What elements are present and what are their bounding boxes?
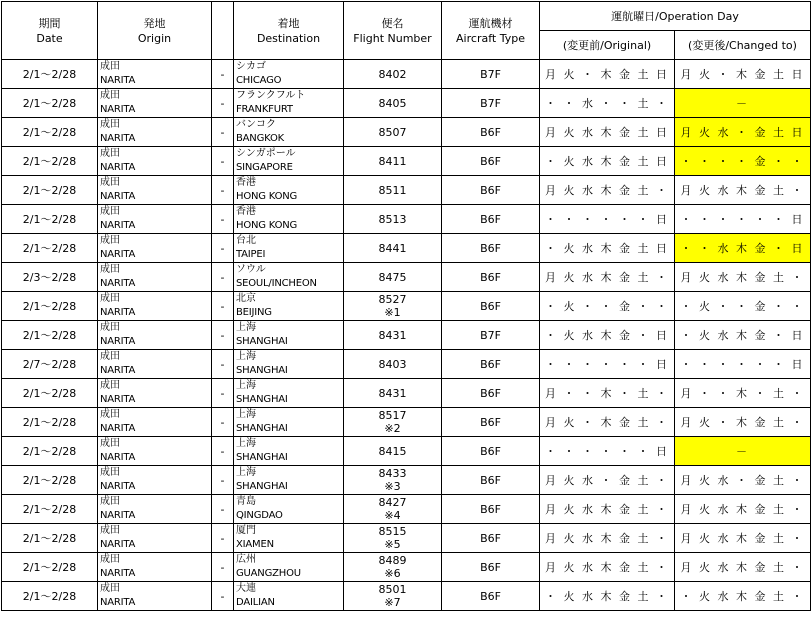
table-row xyxy=(2,408,811,437)
cell-date: 2/1～2/28 xyxy=(2,89,98,118)
flight-note: ※2 xyxy=(384,422,401,435)
cell-origin xyxy=(98,234,212,263)
cell-date: 2/1～2/28 xyxy=(2,147,98,176)
cell-origin xyxy=(98,495,212,524)
header-date: 期間 Date xyxy=(2,2,98,60)
flight-number: 8517 xyxy=(378,409,407,422)
origin-en: NARITA xyxy=(100,104,136,115)
origin-ja: 成田 xyxy=(100,380,120,391)
flight-number: 8403 xyxy=(378,357,407,371)
cell-origin xyxy=(98,176,212,205)
destination-en: HONG KONG xyxy=(236,191,298,202)
table-row xyxy=(2,553,811,582)
flight-number: 8411 xyxy=(378,154,407,168)
cell-original-days: 月 火 水 木 金 土 ・ xyxy=(540,495,675,524)
cell-date: 2/1～2/28 xyxy=(2,582,98,611)
cell-destination xyxy=(234,524,344,553)
cell-destination xyxy=(234,437,344,466)
origin-en: NARITA xyxy=(100,336,136,347)
destination-en: BEIJING xyxy=(236,307,272,318)
destination-en: TAIPEI xyxy=(236,249,266,260)
destination-en: HONG KONG xyxy=(236,220,298,231)
origin-ja: 成田 xyxy=(100,235,120,246)
origin-en: NARITA xyxy=(100,278,136,289)
flight-note: ※5 xyxy=(384,538,401,551)
cell-flight-number xyxy=(344,118,442,147)
table-row xyxy=(2,234,811,263)
table-row xyxy=(2,205,811,234)
destination-en: SEOUL/INCHEON xyxy=(236,278,317,289)
origin-ja: 成田 xyxy=(100,554,120,565)
origin-ja: 成田 xyxy=(100,496,120,507)
cell-changed-days: 月 火 水 ・ 金 土 ・ xyxy=(675,466,811,495)
destination-ja: シンガポール xyxy=(236,148,296,159)
cell-origin xyxy=(98,292,212,321)
origin-en: NARITA xyxy=(100,481,136,492)
destination-en: CHICAGO xyxy=(236,75,282,86)
cell-aircraft-type: B6F xyxy=(442,437,540,466)
cell-aircraft-type: B6F xyxy=(442,582,540,611)
cell-changed-days: － xyxy=(675,437,811,466)
destination-en: GUANGZHOU xyxy=(236,568,301,579)
cell-original-days: ・ 火 水 木 金 土 日 xyxy=(540,147,675,176)
header-destination: 着地 Destination xyxy=(234,2,344,60)
destination-ja: バンコク xyxy=(236,119,276,130)
table-row xyxy=(2,466,811,495)
cell-original-days: ・ 火 ・ ・ 金 ・ ・ xyxy=(540,292,675,321)
cell-separator: - xyxy=(212,408,234,437)
cell-aircraft-type: B6F xyxy=(442,118,540,147)
destination-en: FRANKFURT xyxy=(236,104,293,115)
cell-date: 2/1～2/28 xyxy=(2,495,98,524)
destination-ja: 上海 xyxy=(236,409,256,420)
origin-ja: 成田 xyxy=(100,322,120,333)
cell-original-days: 月 火 水 木 金 土 ・ xyxy=(540,553,675,582)
cell-separator: - xyxy=(212,234,234,263)
cell-flight-number xyxy=(344,263,442,292)
destination-en: SHANGHAI xyxy=(236,423,288,434)
table-row xyxy=(2,263,811,292)
table-row xyxy=(2,350,811,379)
cell-aircraft-type: B6F xyxy=(442,524,540,553)
destination-en: XIAMEN xyxy=(236,539,274,550)
cell-separator: - xyxy=(212,292,234,321)
origin-en: NARITA xyxy=(100,191,136,202)
cell-aircraft-type: B6F xyxy=(442,495,540,524)
cell-destination xyxy=(234,147,344,176)
destination-ja: 上海 xyxy=(236,351,256,362)
flight-note: ※7 xyxy=(384,596,401,609)
cell-destination xyxy=(234,118,344,147)
destination-en: SHANGHAI xyxy=(236,452,288,463)
cell-destination xyxy=(234,350,344,379)
cell-changed-days: 月 火 水 ・ 金 土 日 xyxy=(675,118,811,147)
cell-original-days: 月 火 水 木 金 土 日 xyxy=(540,118,675,147)
origin-en: NARITA xyxy=(100,539,136,550)
cell-flight-number xyxy=(344,524,442,553)
cell-original-days: 月 火 ・ 木 金 土 日 xyxy=(540,60,675,89)
cell-origin xyxy=(98,524,212,553)
cell-aircraft-type: B7F xyxy=(442,321,540,350)
cell-separator: - xyxy=(212,350,234,379)
destination-ja: 上海 xyxy=(236,467,256,478)
origin-en: NARITA xyxy=(100,249,136,260)
destination-ja: 厦門 xyxy=(236,525,256,536)
cell-original-days: 月 火 ・ 木 金 土 ・ xyxy=(540,408,675,437)
flight-number: 8402 xyxy=(378,67,407,81)
table-row xyxy=(2,437,811,466)
cell-separator: - xyxy=(212,176,234,205)
origin-ja: 成田 xyxy=(100,467,120,478)
flight-number: 8501 xyxy=(378,583,407,596)
cell-separator: - xyxy=(212,321,234,350)
cell-destination xyxy=(234,553,344,582)
flight-number: 8427 xyxy=(378,496,407,509)
cell-original-days: ・ 火 水 木 金 土 日 xyxy=(540,234,675,263)
origin-ja: 成田 xyxy=(100,264,120,275)
table-row xyxy=(2,176,811,205)
header-origin: 発地 Origin xyxy=(98,2,212,60)
origin-en: NARITA xyxy=(100,307,136,318)
cell-date: 2/1～2/28 xyxy=(2,379,98,408)
origin-en: NARITA xyxy=(100,133,136,144)
header-original: (変更前/Original) xyxy=(540,31,675,60)
cell-original-days: 月 ・ ・ 木 ・ 土 ・ xyxy=(540,379,675,408)
table-row xyxy=(2,60,811,89)
flight-number: 8527 xyxy=(378,293,407,306)
cell-date: 2/3～2/28 xyxy=(2,263,98,292)
origin-ja: 成田 xyxy=(100,90,120,101)
cell-date: 2/1～2/28 xyxy=(2,553,98,582)
cell-original-days: 月 火 水 木 金 土 ・ xyxy=(540,524,675,553)
cell-flight-number xyxy=(344,553,442,582)
cell-destination xyxy=(234,234,344,263)
cell-changed-days: 月 火 水 木 金 土 ・ xyxy=(675,524,811,553)
cell-flight-number xyxy=(344,147,442,176)
cell-origin xyxy=(98,60,212,89)
table-row xyxy=(2,524,811,553)
flight-note: ※6 xyxy=(384,567,401,580)
cell-destination xyxy=(234,379,344,408)
cell-flight-number xyxy=(344,408,442,437)
cell-date: 2/1～2/28 xyxy=(2,292,98,321)
cell-origin xyxy=(98,466,212,495)
cell-changed-days: ・ ・ ・ ・ 金 ・ ・ xyxy=(675,147,811,176)
destination-ja: フランクフルト xyxy=(236,90,306,101)
flight-number: 8433 xyxy=(378,467,407,480)
cell-changed-days: 月 火 水 木 金 土 ・ xyxy=(675,263,811,292)
cell-date: 2/1～2/28 xyxy=(2,408,98,437)
table-row xyxy=(2,495,811,524)
cell-flight-number xyxy=(344,466,442,495)
origin-ja: 成田 xyxy=(100,177,120,188)
destination-ja: 大連 xyxy=(236,583,256,594)
destination-ja: 香港 xyxy=(236,177,256,188)
cell-aircraft-type: B6F xyxy=(442,350,540,379)
cell-separator: - xyxy=(212,466,234,495)
destination-ja: 北京 xyxy=(236,293,256,304)
flight-number: 8431 xyxy=(378,386,407,400)
destination-ja: 香港 xyxy=(236,206,256,217)
cell-separator: - xyxy=(212,582,234,611)
origin-ja: 成田 xyxy=(100,438,120,449)
cell-date: 2/1～2/28 xyxy=(2,176,98,205)
cell-separator: - xyxy=(212,89,234,118)
cell-flight-number xyxy=(344,89,442,118)
origin-en: NARITA xyxy=(100,452,136,463)
origin-en: NARITA xyxy=(100,423,136,434)
table-row xyxy=(2,118,811,147)
flight-number: 8489 xyxy=(378,554,407,567)
origin-ja: 成田 xyxy=(100,148,120,159)
cell-date: 2/7～2/28 xyxy=(2,350,98,379)
cell-original-days: ・ ・ ・ ・ ・ ・ 日 xyxy=(540,350,675,379)
cell-separator: - xyxy=(212,495,234,524)
cell-date: 2/1～2/28 xyxy=(2,205,98,234)
cell-separator: - xyxy=(212,147,234,176)
cell-destination xyxy=(234,495,344,524)
flight-note: ※1 xyxy=(384,306,401,319)
cell-separator: - xyxy=(212,205,234,234)
cell-changed-days: － xyxy=(675,89,811,118)
cell-aircraft-type: B6F xyxy=(442,379,540,408)
cell-separator: - xyxy=(212,437,234,466)
cell-date: 2/1～2/28 xyxy=(2,321,98,350)
cell-destination xyxy=(234,292,344,321)
destination-ja: 上海 xyxy=(236,322,256,333)
cell-date: 2/1～2/28 xyxy=(2,60,98,89)
cell-changed-days: 月 火 水 木 金 土 ・ xyxy=(675,553,811,582)
destination-en: SHANGHAI xyxy=(236,365,288,376)
cell-flight-number xyxy=(344,582,442,611)
destination-ja: 上海 xyxy=(236,380,256,391)
flight-schedule-table xyxy=(1,1,811,611)
cell-flight-number xyxy=(344,60,442,89)
origin-en: NARITA xyxy=(100,365,136,376)
cell-destination xyxy=(234,176,344,205)
destination-ja: 上海 xyxy=(236,438,256,449)
cell-original-days: 月 火 水 木 金 土 ・ xyxy=(540,176,675,205)
cell-flight-number xyxy=(344,234,442,263)
destination-ja: 青島 xyxy=(236,496,256,507)
flight-number: 8507 xyxy=(378,125,407,139)
cell-aircraft-type: B6F xyxy=(442,263,540,292)
origin-en: NARITA xyxy=(100,220,136,231)
cell-original-days: ・ ・ ・ ・ ・ ・ 日 xyxy=(540,437,675,466)
origin-ja: 成田 xyxy=(100,293,120,304)
cell-changed-days: 月 火 ・ 木 金 土 ・ xyxy=(675,408,811,437)
flight-number: 8475 xyxy=(378,270,407,284)
cell-date: 2/1～2/28 xyxy=(2,466,98,495)
cell-destination xyxy=(234,321,344,350)
schedule-body xyxy=(2,60,811,611)
cell-aircraft-type: B6F xyxy=(442,205,540,234)
cell-flight-number xyxy=(344,292,442,321)
cell-original-days: 月 火 水 ・ 金 土 ・ xyxy=(540,466,675,495)
cell-origin xyxy=(98,553,212,582)
cell-changed-days: ・ 火 水 木 金 土 ・ xyxy=(675,582,811,611)
cell-changed-days: ・ 火 ・ ・ 金 ・ ・ xyxy=(675,292,811,321)
cell-origin xyxy=(98,350,212,379)
cell-date: 2/1～2/28 xyxy=(2,118,98,147)
header-separator xyxy=(212,2,234,60)
destination-ja: 台北 xyxy=(236,235,256,246)
cell-destination xyxy=(234,89,344,118)
cell-changed-days: 月 ・ ・ 木 ・ 土 ・ xyxy=(675,379,811,408)
flight-note: ※4 xyxy=(384,509,401,522)
cell-changed-days: ・ 火 水 木 金 ・ 日 xyxy=(675,321,811,350)
destination-en: SHANGHAI xyxy=(236,336,288,347)
flight-note: ※3 xyxy=(384,480,401,493)
destination-en: SHANGHAI xyxy=(236,481,288,492)
cell-destination xyxy=(234,263,344,292)
cell-origin xyxy=(98,118,212,147)
cell-destination xyxy=(234,408,344,437)
destination-en: SHANGHAI xyxy=(236,394,288,405)
cell-separator: - xyxy=(212,553,234,582)
origin-ja: 成田 xyxy=(100,119,120,130)
cell-original-days: ・ 火 水 木 金 ・ 日 xyxy=(540,321,675,350)
table-row xyxy=(2,89,811,118)
header-flight-number: 便名 Flight Number xyxy=(344,2,442,60)
cell-changed-days: ・ ・ ・ ・ ・ ・ 日 xyxy=(675,350,811,379)
cell-origin xyxy=(98,147,212,176)
cell-origin xyxy=(98,408,212,437)
destination-en: QINGDAO xyxy=(236,510,283,521)
cell-flight-number xyxy=(344,350,442,379)
cell-aircraft-type: B6F xyxy=(442,553,540,582)
cell-aircraft-type: B6F xyxy=(442,466,540,495)
origin-ja: 成田 xyxy=(100,61,120,72)
table-row xyxy=(2,292,811,321)
cell-destination xyxy=(234,582,344,611)
cell-separator: - xyxy=(212,118,234,147)
cell-original-days: ・ 火 水 木 金 土 ・ xyxy=(540,582,675,611)
cell-aircraft-type: B6F xyxy=(442,147,540,176)
cell-original-days: ・ ・ ・ ・ ・ ・ 日 xyxy=(540,205,675,234)
cell-flight-number xyxy=(344,321,442,350)
cell-changed-days: 月 火 水 木 金 土 ・ xyxy=(675,176,811,205)
cell-changed-days: ・ ・ ・ ・ ・ ・ 日 xyxy=(675,205,811,234)
origin-en: NARITA xyxy=(100,75,136,86)
cell-aircraft-type: B7F xyxy=(442,60,540,89)
cell-origin xyxy=(98,379,212,408)
cell-origin xyxy=(98,321,212,350)
cell-date: 2/1～2/28 xyxy=(2,234,98,263)
cell-flight-number xyxy=(344,495,442,524)
cell-changed-days: 月 火 水 木 金 土 ・ xyxy=(675,495,811,524)
origin-ja: 成田 xyxy=(100,206,120,217)
cell-separator: - xyxy=(212,379,234,408)
cell-separator: - xyxy=(212,263,234,292)
header-operation-day: 運航曜日/Operation Day xyxy=(540,2,811,31)
origin-en: NARITA xyxy=(100,568,136,579)
cell-date: 2/1～2/28 xyxy=(2,524,98,553)
cell-changed-days: 月 火 ・ 木 金 土 日 xyxy=(675,60,811,89)
cell-original-days: ・ ・ 水 ・ ・ 土 ・ xyxy=(540,89,675,118)
origin-ja: 成田 xyxy=(100,351,120,362)
header-changed: (変更後/Changed to) xyxy=(675,31,811,60)
table-row xyxy=(2,321,811,350)
cell-aircraft-type: B6F xyxy=(442,408,540,437)
flight-number: 8515 xyxy=(378,525,407,538)
cell-destination xyxy=(234,205,344,234)
cell-origin xyxy=(98,205,212,234)
destination-ja: 広州 xyxy=(236,554,256,565)
cell-separator: - xyxy=(212,524,234,553)
cell-flight-number xyxy=(344,205,442,234)
destination-ja: ソウル xyxy=(236,264,266,275)
origin-ja: 成田 xyxy=(100,525,120,536)
cell-aircraft-type: B7F xyxy=(442,89,540,118)
origin-en: NARITA xyxy=(100,162,136,173)
flight-number: 8513 xyxy=(378,212,407,226)
destination-en: BANGKOK xyxy=(236,133,284,144)
flight-number: 8441 xyxy=(378,241,407,255)
table-row xyxy=(2,582,811,611)
cell-flight-number xyxy=(344,176,442,205)
table-row xyxy=(2,379,811,408)
destination-ja: シカゴ xyxy=(236,61,266,72)
header-row-1 xyxy=(2,2,811,31)
table-row xyxy=(2,147,811,176)
flight-number: 8405 xyxy=(378,96,407,110)
origin-en: NARITA xyxy=(100,597,136,608)
cell-origin xyxy=(98,437,212,466)
destination-en: DAILIAN xyxy=(236,597,275,608)
origin-en: NARITA xyxy=(100,510,136,521)
flight-number: 8511 xyxy=(378,183,407,197)
destination-en: SINGAPORE xyxy=(236,162,293,173)
cell-origin xyxy=(98,582,212,611)
cell-original-days: 月 火 水 木 金 土 ・ xyxy=(540,263,675,292)
cell-flight-number xyxy=(344,379,442,408)
origin-ja: 成田 xyxy=(100,409,120,420)
origin-ja: 成田 xyxy=(100,583,120,594)
cell-aircraft-type: B6F xyxy=(442,176,540,205)
cell-origin xyxy=(98,263,212,292)
cell-date: 2/1～2/28 xyxy=(2,437,98,466)
cell-origin xyxy=(98,89,212,118)
flight-number: 8415 xyxy=(378,444,407,458)
origin-en: NARITA xyxy=(100,394,136,405)
cell-aircraft-type: B6F xyxy=(442,292,540,321)
flight-number: 8431 xyxy=(378,328,407,342)
cell-destination xyxy=(234,60,344,89)
cell-aircraft-type: B6F xyxy=(442,234,540,263)
cell-destination xyxy=(234,466,344,495)
cell-separator: - xyxy=(212,60,234,89)
header-aircraft-type: 運航機材 Aircraft Type xyxy=(442,2,540,60)
cell-flight-number xyxy=(344,437,442,466)
cell-changed-days: ・ ・ 水 木 金 ・ 日 xyxy=(675,234,811,263)
